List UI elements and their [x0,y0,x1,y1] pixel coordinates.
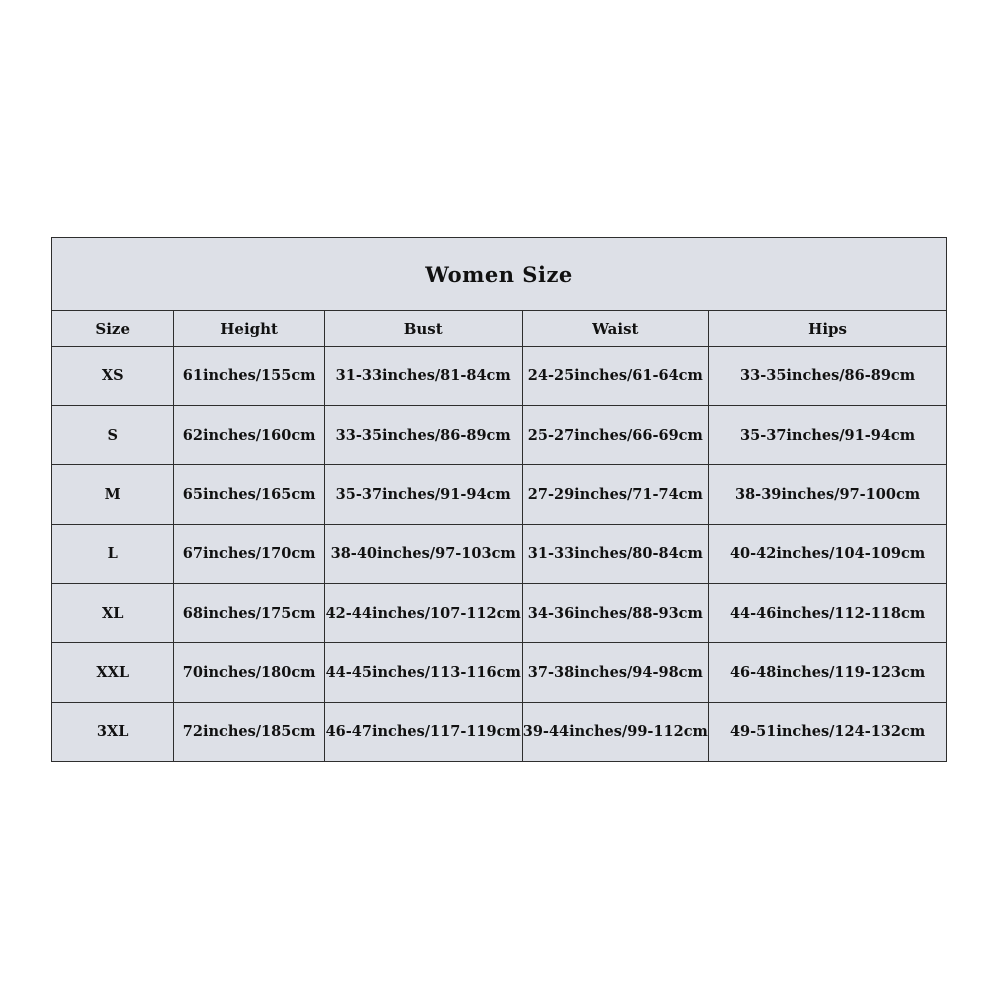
header-size: Size [52,311,174,346]
cell-size: M [52,465,174,524]
table-row-m [52,465,947,524]
cell-bust: 38-40inches/97-103cm [324,524,522,583]
cell-hips: 46-48inches/119-123cm [709,643,947,702]
cell-height: 67inches/170cm [174,524,324,583]
cell-bust: 42-44inches/107-112cm [324,583,522,642]
women-size-chart-table [51,237,947,762]
cell-bust: 35-37inches/91-94cm [324,465,522,524]
header-row [52,311,947,346]
cell-bust: 44-45inches/113-116cm [324,643,522,702]
table-row-3xl [52,702,947,761]
cell-hips: 49-51inches/124-132cm [709,702,947,761]
cell-bust: 33-35inches/86-89cm [324,405,522,464]
cell-height: 68inches/175cm [174,583,324,642]
cell-size: S [52,405,174,464]
table-row-s [52,405,947,464]
header-height: Height [174,311,324,346]
header-waist: Waist [522,311,709,346]
title-row [52,238,947,311]
cell-waist: 34-36inches/88-93cm [522,583,709,642]
cell-hips: 38-39inches/97-100cm [709,465,947,524]
cell-height: 62inches/160cm [174,405,324,464]
cell-waist: 27-29inches/71-74cm [522,465,709,524]
table-title: Women Size [52,238,947,311]
cell-hips: 44-46inches/112-118cm [709,583,947,642]
cell-hips: 40-42inches/104-109cm [709,524,947,583]
cell-size: XS [52,346,174,405]
cell-size: XXL [52,643,174,702]
cell-waist: 39-44inches/99-112cm [522,702,709,761]
table-row-xl [52,583,947,642]
cell-bust: 46-47inches/117-119cm [324,702,522,761]
cell-height: 72inches/185cm [174,702,324,761]
cell-bust: 31-33inches/81-84cm [324,346,522,405]
cell-height: 65inches/165cm [174,465,324,524]
table-row-xxl [52,643,947,702]
cell-size: 3XL [52,702,174,761]
table-row-xs [52,346,947,405]
cell-hips: 35-37inches/91-94cm [709,405,947,464]
cell-height: 70inches/180cm [174,643,324,702]
cell-waist: 24-25inches/61-64cm [522,346,709,405]
cell-waist: 37-38inches/94-98cm [522,643,709,702]
header-bust: Bust [324,311,522,346]
cell-height: 61inches/155cm [174,346,324,405]
cell-waist: 25-27inches/66-69cm [522,405,709,464]
cell-waist: 31-33inches/80-84cm [522,524,709,583]
cell-size: L [52,524,174,583]
table-row-l [52,524,947,583]
cell-hips: 33-35inches/86-89cm [709,346,947,405]
cell-size: XL [52,583,174,642]
header-hips: Hips [709,311,947,346]
